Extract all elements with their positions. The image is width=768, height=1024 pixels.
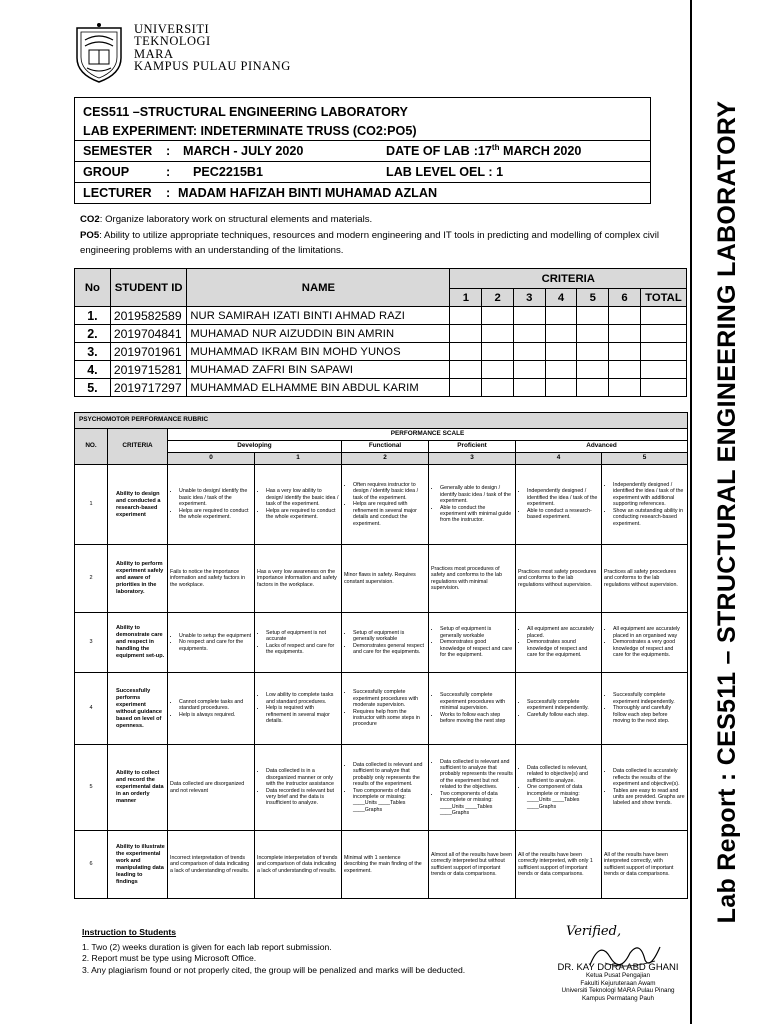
rubric-descriptor: • Carefully follow each step. xyxy=(527,712,599,718)
rubric-descriptor-cell xyxy=(516,831,602,899)
official-stamp xyxy=(548,963,688,1002)
course-title: CES511 –STRUCTURAL ENGINEERING LABORATORY xyxy=(83,104,408,119)
instruction-item: 2. Report must be type using Microsoft Office. xyxy=(82,953,257,963)
rubric-descriptor: Has a very low awareness on the importance information and safety factors in the workplace. xyxy=(257,568,337,588)
rubric-descriptor: • Generally able to design / identify basic idea / task of the experiment. xyxy=(440,485,513,504)
course-outcomes xyxy=(80,212,680,259)
rubric-descriptor: • One component of data incomplete or missing: ____Units ____Tables ____Graphs xyxy=(527,784,599,810)
po5-text: : Ability to utilize appropriate techniques, resources and modern engineering and IT tools in predicting and modelling of complex civil engineering problems with an understanding of the limitations. xyxy=(80,229,659,256)
score-cell xyxy=(482,307,514,325)
lecturer-row xyxy=(75,183,650,203)
verified-note: Verified, xyxy=(566,924,622,939)
criteria-col-header: 3 xyxy=(513,289,545,307)
rubric-descriptor: • Helps are required to conduct the whole experiment. xyxy=(179,508,252,521)
student-name: MUHAMAD ZAFRI BIN SAPAWI xyxy=(187,361,450,379)
rubric-descriptor: Practices most procedures of safety and conforms to the lab regulations with minimal supervision. xyxy=(431,565,502,591)
score-header: 1 xyxy=(255,453,342,465)
score-cell xyxy=(545,379,577,397)
rubric-descriptor-cell xyxy=(342,673,429,745)
university-line: KAMPUS PULAU PINANG xyxy=(134,58,291,73)
rubric-descriptor: • Able to conduct a research-based experiment. xyxy=(527,508,599,521)
rubric-descriptor: • Data collected is relevant and sufficient to analyze that probably only represents the results of the experiment. xyxy=(353,762,426,788)
rubric-row xyxy=(75,745,688,831)
stamp-line: Ketua Pusat Pengajian xyxy=(585,972,651,979)
performance-scale-header: PERFORMANCE SCALE xyxy=(168,429,688,441)
co2-text: : Organize laboratory work on structural elements and materials. xyxy=(99,214,373,225)
total-cell xyxy=(640,343,686,361)
student-id-header: STUDENT ID xyxy=(110,269,187,307)
rubric-descriptor-cell xyxy=(429,673,516,745)
rubric-descriptor: Practices most safety procedures and conforms to the lab regulations without supervision. xyxy=(518,568,597,588)
rubric-descriptor: • Lacks of respect and care for the equipments. xyxy=(266,643,339,656)
colon: : xyxy=(166,165,171,179)
rubric-descriptor: • Successfully complete experiment procedures with minimal supervision. xyxy=(440,692,513,711)
stamp-line: Kampus Permatang Pauh xyxy=(581,994,655,1002)
course-header-box xyxy=(74,97,651,204)
rubric-row xyxy=(75,465,688,545)
score-header: 0 xyxy=(168,453,255,465)
instructions-heading: Instruction to Students xyxy=(82,927,177,937)
lab-level: LAB LEVEL OEL : 1 xyxy=(386,165,504,179)
rubric-descriptor: • Help is always required. xyxy=(179,712,252,718)
total-cell xyxy=(640,307,686,325)
rubric-descriptor-cell xyxy=(602,545,688,613)
rubric-descriptor: • Setup of equipment is generally workable xyxy=(440,626,513,639)
total-cell xyxy=(640,361,686,379)
uitm-logo-icon xyxy=(75,22,123,84)
university-line: MARA xyxy=(134,46,174,61)
rubric-descriptor: • Show an outstanding ability in conducting research-based experiment. xyxy=(613,508,685,527)
rubric-descriptor: • Demonstrates general respect and care for the equipments. xyxy=(353,643,426,656)
score-cell xyxy=(545,325,577,343)
lecturer-label: LECTURER xyxy=(83,186,152,200)
verifier-name: DR. KAY DORA ABD GHANI xyxy=(557,962,679,973)
lecturer-value: MADAM HAFIZAH BINTI MUHAMAD AZLAN xyxy=(178,186,438,200)
group-row xyxy=(75,162,650,183)
rubric-descriptor-cell xyxy=(516,745,602,831)
table-row xyxy=(75,361,687,379)
course-title-row xyxy=(75,98,650,121)
lab-experiment-row xyxy=(75,121,650,141)
rubric-descriptor: Almost all of the results have been correctly interpreted but without sufficient support of important trends or data comparisons. xyxy=(431,851,512,877)
rubric-descriptor: • Successfully complete experiment independently. xyxy=(613,692,685,705)
student-id: 2019704841 xyxy=(110,325,187,343)
score-cell xyxy=(450,325,482,343)
score-cell xyxy=(450,379,482,397)
rubric-descriptor-cell xyxy=(429,545,516,613)
rubric-descriptor-cell xyxy=(342,613,429,673)
semester-value: MARCH - JULY 2020 xyxy=(183,144,304,158)
score-cell xyxy=(545,343,577,361)
rubric-descriptor-cell xyxy=(342,545,429,613)
table-row xyxy=(75,307,687,325)
rubric-descriptor-cell xyxy=(429,613,516,673)
rubric-descriptor: • Successfully complete experiment procedures with moderate supervision. xyxy=(353,689,426,708)
level-developing: Developing xyxy=(168,441,342,453)
date-month: MARCH 2020 xyxy=(499,144,582,159)
rubric-descriptor: • Demonstrates good knowledge of respect and care for the equipment. xyxy=(440,639,513,658)
rubric-descriptor-cell xyxy=(342,831,429,899)
rubric-title: PSYCHOMOTOR PERFORMANCE RUBRIC xyxy=(75,413,688,429)
rubric-descriptor-cell xyxy=(516,613,602,673)
po5-line xyxy=(80,228,680,259)
rubric-row-no: 2 xyxy=(75,545,108,613)
date-of-lab-value xyxy=(474,143,582,158)
rubric-descriptor: • Two components of data incomplete or missing: ____Units ____Tables ____Graphs xyxy=(440,791,513,817)
rubric-descriptor-cell xyxy=(168,831,255,899)
rubric-descriptor: • Demonstrates a very good knowledge of respect and care for the equipments. xyxy=(613,639,685,658)
student-name: NUR SAMIRAH IZATI BINTI AHMAD RAZI xyxy=(187,307,450,325)
score-header: 5 xyxy=(602,453,688,465)
rubric-row-no: 1 xyxy=(75,465,108,545)
rubric-descriptor: • Tables are easy to read and units are provided. Graphs are labeled and show trends. xyxy=(613,788,685,807)
student-table xyxy=(74,268,687,397)
rubric-descriptor-cell xyxy=(255,613,342,673)
rubric-descriptor: • Has a very low ability to design/ identify the basic idea / task of the experiment. xyxy=(266,488,339,507)
score-cell xyxy=(545,307,577,325)
score-cell xyxy=(609,307,641,325)
rubric-descriptor-cell xyxy=(429,465,516,545)
rubric-descriptor: • Independently designed / identified the idea / task of the experiment. xyxy=(527,488,599,507)
rubric-descriptor: • Independently designed / identified the idea / task of the experiment with additional supporting references. xyxy=(613,482,685,508)
row-no: 5. xyxy=(75,379,111,397)
student-name: MUHAMAD NUR AIZUDDIN BIN AMRIN xyxy=(187,325,450,343)
score-cell xyxy=(513,325,545,343)
rubric-descriptor-cell xyxy=(168,673,255,745)
rubric-criteria: Ability to demonstrate care and respect in handling the equipment set-up. xyxy=(108,613,168,673)
rubric-row xyxy=(75,831,688,899)
po5-label: PO5 xyxy=(80,229,100,241)
score-cell xyxy=(513,343,545,361)
rubric-criteria: Ability to illustrate the experimental work and manipulating data leading to findings xyxy=(108,831,168,899)
rubric-descriptor-cell xyxy=(168,545,255,613)
colon: : xyxy=(166,144,171,158)
score-cell xyxy=(513,379,545,397)
criteria-col-header: 4 xyxy=(545,289,577,307)
table-row xyxy=(75,325,687,343)
criteria-col-header: 6 xyxy=(609,289,641,307)
score-cell xyxy=(482,343,514,361)
rubric-descriptor: • Setup of equipment is not accurate xyxy=(266,630,339,643)
table-row xyxy=(75,379,687,397)
rubric-descriptor: • Setup of equipment is generally workable xyxy=(353,630,426,643)
rubric-descriptor: Fails to notice the importance information and safety factors in the workplace. xyxy=(170,568,246,588)
score-cell xyxy=(513,307,545,325)
no-header: No xyxy=(75,269,111,307)
total-cell xyxy=(640,379,686,397)
colon: : xyxy=(166,186,171,200)
rubric-descriptor-cell xyxy=(255,831,342,899)
score-cell xyxy=(482,361,514,379)
stamp-line: Fakulti Kejuruteraan Awam xyxy=(580,979,656,987)
row-no: 3. xyxy=(75,343,111,361)
student-name: MUHAMMAD ELHAMME BIN ABDUL KARIM xyxy=(187,379,450,397)
score-cell xyxy=(450,307,482,325)
rubric-descriptor-cell xyxy=(342,465,429,545)
date-day: :17 xyxy=(473,144,492,159)
rubric-row xyxy=(75,673,688,745)
student-id: 2019715281 xyxy=(110,361,187,379)
university-line: TEKNOLOGI xyxy=(134,34,211,49)
rubric-row xyxy=(75,613,688,673)
rubric-descriptor: Incomplete interpretation of trends and comparison of data indicating a lack of understanding of results. xyxy=(257,854,338,874)
rubric-descriptor-cell xyxy=(255,545,342,613)
rubric-descriptor-cell xyxy=(255,465,342,545)
university-line: UNIVERSITI xyxy=(134,22,210,36)
rubric-descriptor: • No respect and care for the equipments. xyxy=(179,639,252,652)
criteria-col-header: 1 xyxy=(450,289,482,307)
rubric-descriptor: • Data recorded is relevant but very brief and the data is insufficient to analyze. xyxy=(266,788,339,807)
rubric-descriptor: • Help is required with refinement in several major details. xyxy=(266,705,339,724)
lab-experiment: LAB EXPERIMENT: INDETERMINATE TRUSS (CO2:PO5) xyxy=(83,123,417,138)
rubric-descriptor-cell xyxy=(602,831,688,899)
rubric-descriptor-cell xyxy=(168,465,255,545)
rubric-descriptor: • Data collected is relevant, related to objective(s) and sufficient to analyze. xyxy=(527,765,599,784)
score-cell xyxy=(577,307,609,325)
rubric-descriptor: • Able to conduct the experiment with minimal guide from the instructor. xyxy=(440,505,513,524)
group-value: PEC2215B1 xyxy=(193,165,264,179)
side-divider xyxy=(690,0,692,1024)
student-id: 2019701961 xyxy=(110,343,187,361)
rubric-row xyxy=(75,545,688,613)
rubric-row-no: 4 xyxy=(75,673,108,745)
score-cell xyxy=(513,361,545,379)
score-cell xyxy=(482,325,514,343)
rubric-descriptor: • Often requires instructor to design / identify basic idea / task of the experiment. xyxy=(353,482,426,501)
rubric-descriptor-cell xyxy=(516,545,602,613)
rubric-descriptor: Data collected are disorganized and not relevant xyxy=(170,781,245,794)
rubric-row-no: 6 xyxy=(75,831,108,899)
rubric-descriptor-cell xyxy=(168,745,255,831)
student-id: 2019582589 xyxy=(110,307,187,325)
rubric-descriptor: • Thoroughly and carefully follow each step before moving to the next step. xyxy=(613,705,685,724)
date-suffix: th xyxy=(491,143,500,153)
side-title: Lab Report : CES511 – STRUCTURAL ENGINEERING LABORATORY xyxy=(713,100,741,924)
instruction-item: 3. Any plagiarism found or not properly cited, the group will be penalized and marks will be deducted. xyxy=(82,964,466,975)
score-header: 3 xyxy=(429,453,516,465)
rubric-descriptor: • Helps are required to conduct the whole experiment. xyxy=(266,508,339,521)
rubric-descriptor-cell xyxy=(429,831,516,899)
score-cell xyxy=(482,379,514,397)
rubric-descriptor-cell xyxy=(516,673,602,745)
rubric-descriptor: • Data collected is in a disorganized manner or only with the instructor assistance xyxy=(266,768,339,787)
university-name xyxy=(134,23,291,72)
rubric-descriptor: • Works to follow each step before moving the next step xyxy=(440,712,513,725)
level-functional: Functional xyxy=(342,441,429,453)
student-id: 2019717297 xyxy=(110,379,187,397)
rubric-criteria-header: CRITERIA xyxy=(108,429,168,465)
score-cell xyxy=(609,343,641,361)
score-header: 2 xyxy=(342,453,429,465)
rubric-descriptor: • Requires help from the instructor with some steps in procedure xyxy=(353,709,426,728)
rubric-descriptor: Minor flaws in safety. Requires constant supervision. xyxy=(344,572,416,585)
rubric-descriptor: Incorrect interpretation of trends and comparison of data indicating a lack of understanding of results. xyxy=(170,854,250,874)
rubric-descriptor: • Low ability to complete tasks and standard procedures. xyxy=(266,692,339,705)
score-cell xyxy=(577,361,609,379)
rubric-descriptor: • Successfully complete experiment independently. xyxy=(527,699,599,712)
level-advanced: Advanced xyxy=(516,441,688,453)
rubric-criteria: Ability to design and conducted a research-based experiment xyxy=(108,465,168,545)
rubric-descriptor: Practices all safety procedures and conforms to the lab regulations without supervision. xyxy=(604,568,678,588)
rubric-descriptor: • Unable to setup the equipment xyxy=(179,633,252,639)
co2-label: CO2 xyxy=(80,214,100,225)
score-cell xyxy=(577,343,609,361)
score-cell xyxy=(609,325,641,343)
total-header: TOTAL xyxy=(640,289,686,307)
rubric-descriptor-cell xyxy=(342,745,429,831)
rubric-descriptor-cell xyxy=(602,745,688,831)
rubric-descriptor-cell xyxy=(602,673,688,745)
criteria-col-header: 2 xyxy=(482,289,514,307)
score-cell xyxy=(450,343,482,361)
score-header: 4 xyxy=(516,453,602,465)
rubric-criteria: Successfully performs experiment without guidance based on level of openness. xyxy=(108,673,168,745)
rubric-criteria: Ability to perform experiment safely and aware of priorities in the laboratory. xyxy=(108,545,168,613)
row-no: 2. xyxy=(75,325,111,343)
rubric-descriptor: • Data collected is accurately reflects the results of the experiment and objective(s). xyxy=(613,768,685,787)
table-row xyxy=(75,343,687,361)
student-name: MUHAMMAD IKRAM BIN MOHD YUNOS xyxy=(187,343,450,361)
rubric-descriptor: • All equipment are accurately placed. xyxy=(527,626,599,639)
rubric-descriptor: • Demonstrates sound knowledge of respect and care for the equipment. xyxy=(527,639,599,658)
co2-line xyxy=(80,212,680,228)
stamp-line: Universiti Teknologi MARA Pulau Pinang xyxy=(561,987,675,995)
rubric-row-no: 3 xyxy=(75,613,108,673)
rubric-descriptor: • Two components of data incomplete or missing: ____Units ____Tables ____Graphs xyxy=(353,788,426,814)
score-cell xyxy=(609,379,641,397)
name-header: NAME xyxy=(187,269,450,307)
rubric-row-no: 5 xyxy=(75,745,108,831)
score-cell xyxy=(609,361,641,379)
rubric-descriptor-cell xyxy=(255,745,342,831)
rubric-descriptor: All of the results have been correctly interpreted, with only 1 sufficient support of important trends or data comparisons. xyxy=(518,851,593,877)
criteria-header: CRITERIA xyxy=(450,269,687,289)
semester-label: SEMESTER xyxy=(83,144,153,158)
score-cell xyxy=(450,361,482,379)
score-cell xyxy=(577,325,609,343)
rubric-descriptor: • All equipment are accurately placed in an organised way xyxy=(613,626,685,639)
row-no: 1. xyxy=(75,307,111,325)
criteria-col-header: 5 xyxy=(577,289,609,307)
rubric-descriptor-cell xyxy=(168,613,255,673)
date-of-lab-label: DATE OF LAB xyxy=(386,144,470,158)
rubric-descriptor: Minimal with 1 sentence describing the main finding of the experiment. xyxy=(344,854,422,874)
rubric-descriptor: • Data collected is relevant and sufficient to analyze that probably represents the results of the experiment but not related to the objectives. xyxy=(440,759,513,791)
rubric-descriptor-cell xyxy=(429,745,516,831)
instruction-item: 1. Two (2) weeks duration is given for each lab report submission. xyxy=(82,941,332,952)
group-label: GROUP xyxy=(83,165,130,179)
rubric-descriptor-cell xyxy=(602,613,688,673)
level-proficient: Proficient xyxy=(429,441,516,453)
semester-row xyxy=(75,141,650,162)
rubric-descriptor-cell xyxy=(255,673,342,745)
total-cell xyxy=(640,325,686,343)
rubric-descriptor: All of the results have been interpreted correctly, with sufficient support of important trends or data comparisons. xyxy=(604,851,674,877)
psychomotor-rubric-table xyxy=(74,412,688,899)
rubric-descriptor-cell xyxy=(516,465,602,545)
rubric-descriptor: • Cannot complete tasks and standard procedures. xyxy=(179,699,252,712)
rubric-criteria: Ability to collect and record the experimental data in an orderly manner xyxy=(108,745,168,831)
score-cell xyxy=(545,361,577,379)
rubric-descriptor: • Helps are required with refinement in several major details and conduct the experiment. xyxy=(353,501,426,527)
rubric-descriptor: • Unable to design/ identify the basic idea / task of the experiment. xyxy=(179,488,252,507)
rubric-no-header: NO. xyxy=(75,429,108,465)
row-no: 4. xyxy=(75,361,111,379)
score-cell xyxy=(577,379,609,397)
rubric-descriptor-cell xyxy=(602,465,688,545)
